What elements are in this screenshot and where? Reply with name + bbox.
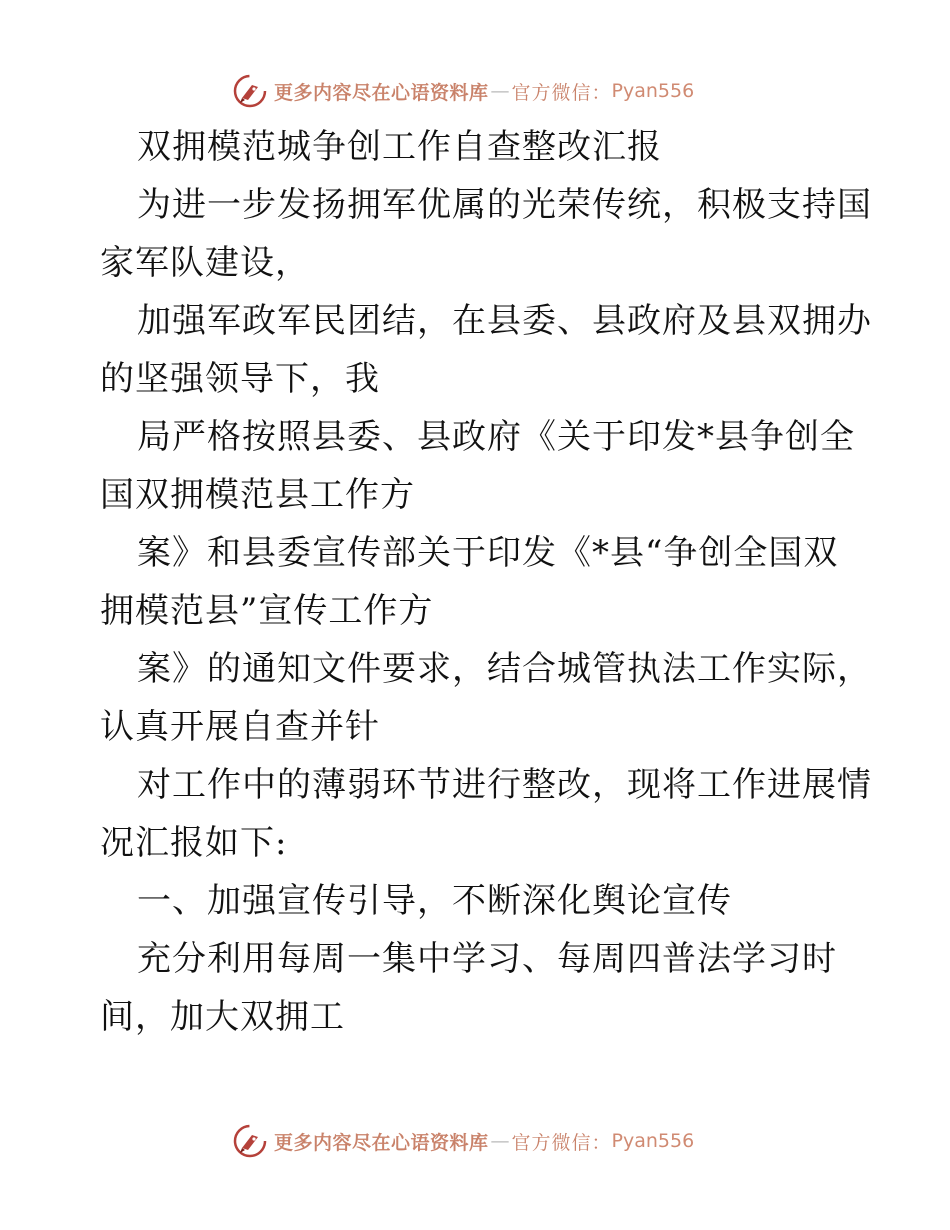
header-watermark — [232, 72, 694, 110]
watermark-main-text: 更多内容尽在心语资料库 — [274, 81, 489, 104]
watermark-wechat-id: Pyan556 — [611, 1130, 695, 1152]
document-line: 拥模范县”宣传工作方 — [100, 591, 434, 631]
document-line: 为进一步发扬拥军优属的光荣传统，积极支持国 — [137, 185, 872, 225]
document-body — [100, 118, 872, 1046]
circular-pen-logo-icon — [232, 1123, 268, 1159]
document-line: 国双拥模范县工作方 — [100, 475, 415, 515]
watermark-dash: — — [490, 80, 510, 102]
document-line: 充分利用每周一集中学习、每周四普法学习时 — [137, 939, 837, 979]
watermark-main-text: 更多内容尽在心语资料库 — [274, 1131, 489, 1154]
document-line: 对工作中的薄弱环节进行整改，现将工作进展情 — [137, 765, 872, 805]
document-line: 家军队建设， — [100, 243, 310, 283]
document-line: 间，加大双拥工 — [100, 997, 345, 1037]
watermark-dash: — — [490, 1130, 510, 1152]
circular-pen-logo-icon — [232, 73, 268, 109]
document-title: 双拥模范城争创工作自查整改汇报 — [137, 127, 662, 167]
document-line: 局严格按照县委、县政府《关于印发*县争创全 — [137, 417, 855, 457]
footer-watermark — [232, 1122, 694, 1160]
watermark-wechat-id: Pyan556 — [611, 80, 695, 102]
watermark-wechat-label: 官方微信： — [511, 81, 612, 104]
section-heading: 一、加强宣传引导，不断深化舆论宣传 — [137, 881, 732, 921]
document-line: 案》和县委宣传部关于印发《*县“争创全国双 — [137, 533, 839, 573]
document-line: 案》的通知文件要求，结合城管执法工作实际， — [137, 649, 872, 689]
document-line: 的坚强领导下，我 — [100, 359, 380, 399]
watermark-wechat-label: 官方微信： — [511, 1131, 612, 1154]
document-line: 况汇报如下: — [100, 823, 288, 863]
document-line: 加强军政军民团结，在县委、县政府及县双拥办 — [137, 301, 872, 341]
document-line: 认真开展自查并针 — [100, 707, 380, 747]
